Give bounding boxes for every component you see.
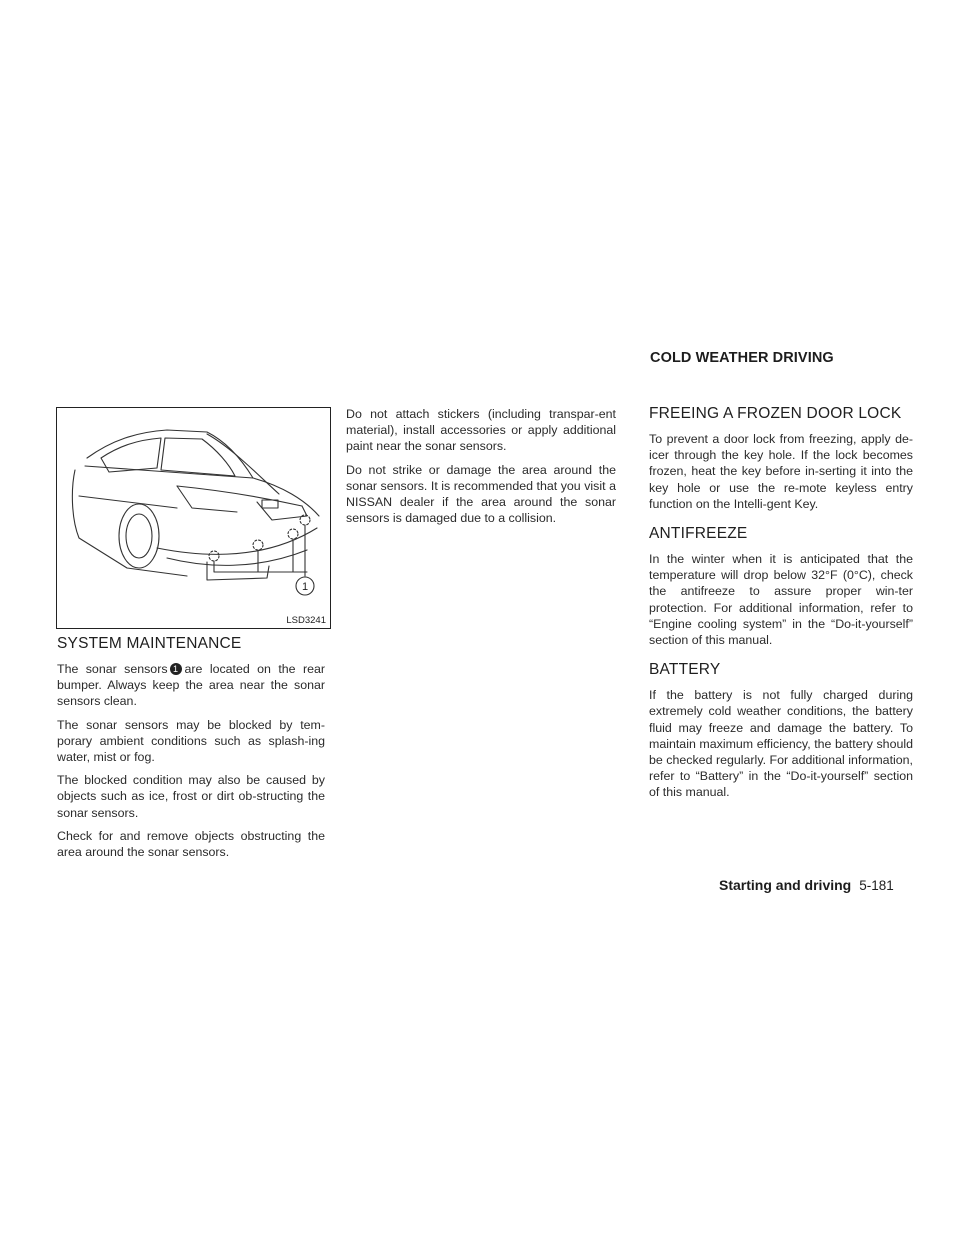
page-number: 5-181 bbox=[859, 878, 894, 893]
heading-antifreeze: ANTIFREEZE bbox=[649, 525, 748, 543]
heading-battery: BATTERY bbox=[649, 661, 721, 679]
figure-id: LSD3241 bbox=[286, 615, 326, 626]
paragraph bbox=[57, 661, 325, 710]
page-footer bbox=[719, 877, 894, 893]
footer-section-title: Starting and driving bbox=[719, 877, 852, 893]
figure-callout-label: 1 bbox=[302, 581, 309, 593]
heading-system-maintenance: SYSTEM MAINTENANCE bbox=[57, 635, 242, 652]
column-3 bbox=[649, 404, 913, 808]
p1-end: are located on the rear bumper. Always keep the area near the sonar sensors clean. bbox=[57, 662, 325, 709]
paragraph: In the winter when it is anticipated that the temperature will drop below 32°F (0°C), check the antifreeze to assure proper win-ter protection. For additional information, refer to “Engine cooling system” in the “Do-it-yourself” section of this manual. bbox=[649, 552, 913, 648]
section-header: COLD WEATHER DRIVING bbox=[650, 350, 834, 366]
column-1 bbox=[57, 634, 325, 867]
paragraph: To prevent a door lock from freezing, apply de-icer through the key hole. If the lock becomes frozen, heat the key before in-serting it into the key hole or use the re-mote keyless entry function on the Intelli-gent Key. bbox=[649, 432, 913, 511]
car-rear-drawing bbox=[57, 408, 330, 628]
paragraph: The sonar sensors may be blocked by tem-porary ambient conditions such as splash-ing water, mist or fog. bbox=[57, 717, 325, 765]
paragraph: Check for and remove objects obstructing the area around the sonar sensors. bbox=[57, 828, 325, 860]
column-2 bbox=[346, 406, 616, 533]
callout-1-icon: 1 bbox=[170, 663, 182, 675]
paragraph: Do not attach stickers (including transpar-ent material), install accessories or apply additional paint near the sonar sensors. bbox=[346, 407, 616, 454]
heading-frozen-door-lock: FREEING A FROZEN DOOR LOCK bbox=[649, 405, 902, 422]
paragraph: The blocked condition may also be caused by objects such as ice, frost or dirt ob-structing the sonar sensors. bbox=[57, 773, 325, 820]
paragraph: Do not strike or damage the area around the sonar sensors. It is recommended that you visit a NISSAN dealer if the area around the sonar sensors is damaged due to a collision. bbox=[346, 462, 616, 526]
paragraph: If the battery is not fully charged during extremely cold weather conditions, the battery fluid may freeze and damage the battery. To maintain maximum efficiency, the battery should be checked regularly. For additional information, refer to “Battery” in the “Do-it-yourself” section of this manual. bbox=[649, 688, 913, 800]
rear-bumper-sonar-illustration bbox=[56, 407, 331, 629]
p1-start: The sonar sensors bbox=[57, 662, 168, 676]
